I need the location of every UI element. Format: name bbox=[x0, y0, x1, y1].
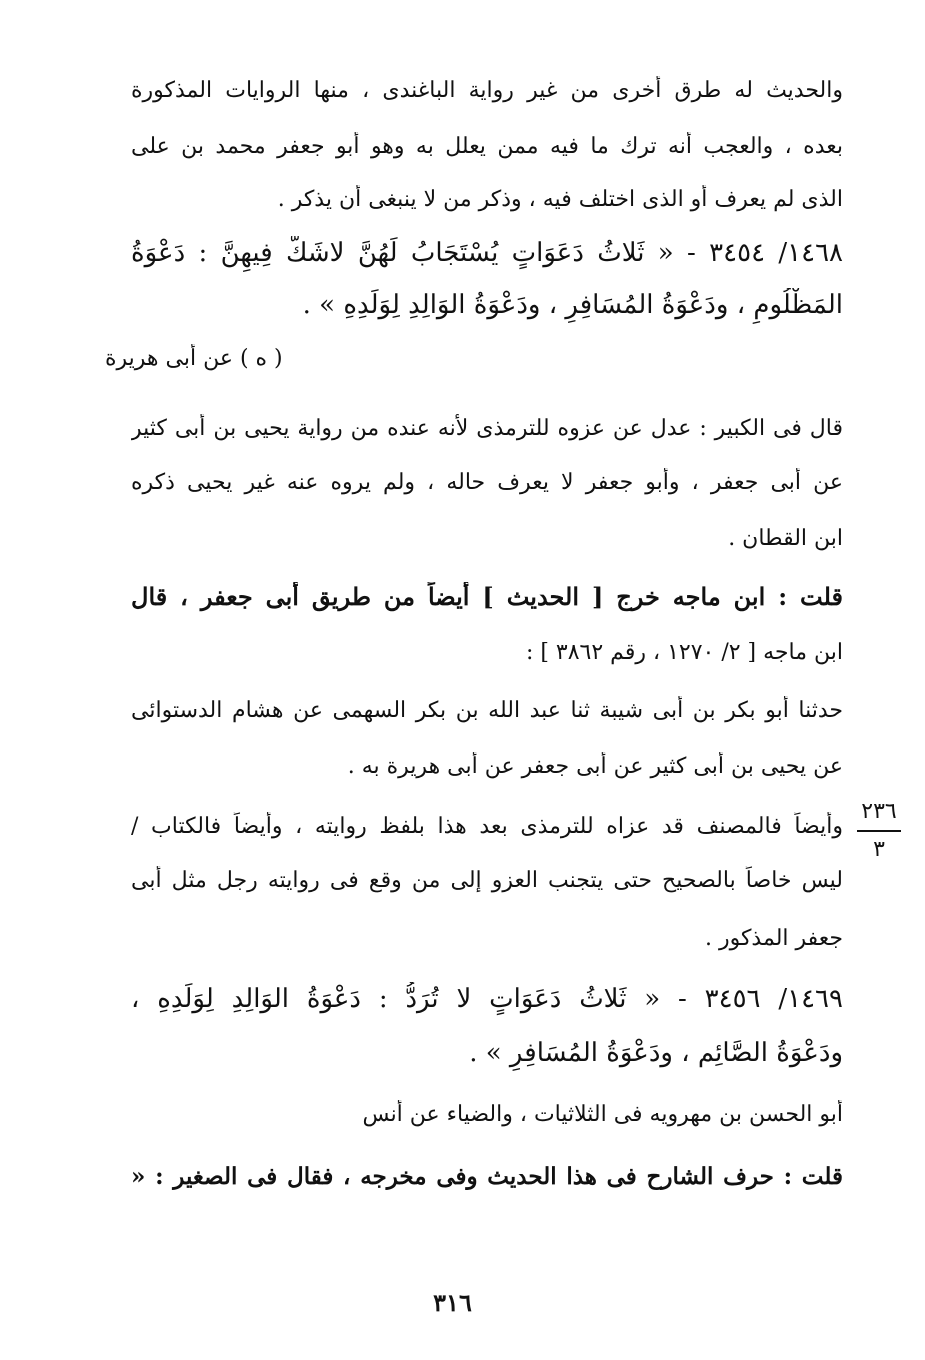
page-number: ٣١٦ bbox=[433, 1288, 472, 1317]
text-line: ابن ماجه [ ٢/ ١٢٧٠ ، رقم ٣٨٦٢ ] : bbox=[525, 640, 843, 665]
text-line: بعده ، والعجب أنه ترك ما فيه ممن يعلل به وهو أبو جعفر محمد بن على bbox=[131, 134, 843, 159]
text-line: جعفر المذكور . bbox=[704, 926, 843, 951]
margin-divider bbox=[857, 830, 901, 832]
text-line: ليس خاصاً بالصحيح حتى يتجنب العزو إلى من وقع فى روايته رجل مثل أبى bbox=[131, 868, 843, 893]
hadith-line: ١٤٦٨/ ٣٤٥٤ - « ثَلاثُ دَعَوَاتٍ يُسْتَجَابُ لَهُنَّ لاشَكَّ فِيهِنَّ : دَعْوَةُ bbox=[131, 238, 843, 268]
text-line: والحديث له طرق أخرى من غير رواية الباغندى ، منها الروايات المذكورة bbox=[131, 78, 843, 103]
margin-folio-number: ٢٣٦ bbox=[861, 799, 897, 824]
hadith-line: ودَعْوَةُ الصَّائِم ، ودَعْوَةُ المُسَافِرِ » . bbox=[469, 1038, 843, 1068]
text-line: عن أبى جعفر ، وأبو جعفر لا يعرف حاله ، ولم يروه عنه غير يحيى ذكره bbox=[131, 470, 843, 495]
text-line: حدثنا أبو بكر بن أبى شيبة ثنا عبد الله بن بكر السهمى عن هشام الدستوائى bbox=[131, 698, 843, 723]
text-line: ابن القطان . bbox=[728, 526, 843, 551]
text-line: عن يحيى بن أبى كثير عن أبى جعفر عن أبى هريرة به . bbox=[347, 754, 843, 779]
margin-folio-side: ٣ bbox=[873, 837, 885, 862]
text-line: وأيضاً فالمصنف قد عزاه للترمذى بعد هذا بلفظ روايته ، وأيضاً فالكتاب / bbox=[131, 814, 843, 839]
source-attribution: أبو الحسن بن مهرويه فى الثلاثيات ، والضياء عن أنس bbox=[362, 1102, 843, 1127]
hadith-line: ١٤٦٩/ ٣٤٥٦ - « ثَلاثُ دَعَوَاتٍ لا تُرَدُّ : دَعْوَةُ الوَالِدِ لِوَلَدِهِ ، bbox=[131, 984, 843, 1014]
comment-line: قلت : حرف الشارح فى هذا الحديث وفى مخرجه ، فقال فى الصغير : « bbox=[131, 1163, 843, 1190]
source-attribution: ( ه ) عن أبى هريرة bbox=[105, 346, 283, 371]
text-line: الذى لم يعرف أو الذى اختلف فيه ، وذكر من لا ينبغى أن يذكر . bbox=[277, 187, 843, 212]
margin-manuscript-reference bbox=[848, 798, 910, 864]
hadith-line: المَظْلُومِ ، ودَعْوَةُ المُسَافِرِ ، ودَعْوَةُ الوَالِدِ لِوَلَدِهِ » . bbox=[302, 290, 843, 320]
comment-line: قلت : ابن ماجه خرج [ الحديث ] أيضاً من طريق أبى جعفر ، قال bbox=[131, 582, 843, 611]
text-line: قال فى الكبير : عدل عن عزوه للترمذى لأنه عنده من رواية يحيى بن أبى كثير bbox=[131, 416, 843, 441]
